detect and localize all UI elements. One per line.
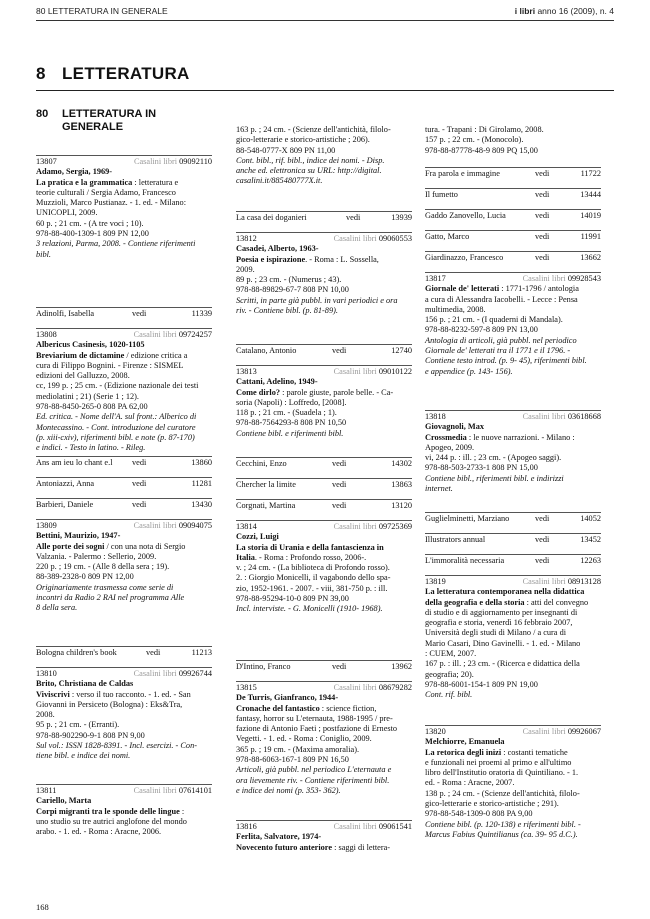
cross-reference: Barbieri, Daniele vedi 13430 xyxy=(36,498,212,519)
cross-reference: Adinolfi, Isabella vedi 11339 xyxy=(36,307,212,328)
chapter-title: LETTERATURA xyxy=(62,64,190,83)
cross-reference: Giardinazzo, Francesco vedi 13662 xyxy=(425,251,601,272)
entry-13815: 13815 Casalini libri 08679282 De Turris, Gianfranco, 1944- Cronache del fantastico : science fiction, fantasy, horror su L'eternauta, 1988-1995 / pre- fazione di Antonio Faeti ; postfazione di Ernesto Vegetti. - 1. ed. - Roma : Coniglio, 2009. 365 p. ; 19 cm. - (Maxima amoralia). 978-88-6063-167-1 809 PN 16,50 Articoli, già pubbl. nel periodico L'eternauta e ora lievemente riv. - Contiene riferimenti bibl. e indice dei nomi (p. 353- 362). xyxy=(236,681,412,820)
cross-reference: Antoniazzi, Anna vedi 11281 xyxy=(36,477,212,498)
chapter-heading xyxy=(36,64,190,84)
entry-13810: 13810 Casalini libri 09926744 Brito, Christiana de Caldas Viviscrivi : verso il tuo racconto. - 1. ed. - San Giovanni in Persiceto (Bologna) : Eks&Tra, 2008. 95 p. ; 21 cm. - (Erranti). 978-88-902290-9-1 808 PN 9,00 Sul vol.: ISSN 1828-8391. - Incl. esercizi. - Con- tiene bibl. e indice dei nomi. xyxy=(36,667,212,784)
cross-reference: L'immoralità necessaria vedi 12263 xyxy=(425,554,601,575)
cross-reference: Corgnati, Martina vedi 13120 xyxy=(236,499,412,520)
column-2 xyxy=(236,124,412,862)
header-rule xyxy=(36,20,614,21)
entry-13814: 13814 Casalini libri 09725369 Cozzi, Luigi La storia di Urania e della fantascienza in Italia. - Roma : Profondo rosso, 2006-. v. ; 24 cm. - (La biblioteca di Profondo rosso). 2. : Giorgio Monicelli, il vagabondo dello spa- zio, 1952-1961. - 2007. - viii, 381-750 p. : ill. 978-88-95294-10-0 809 PN 39,00 Incl. interviste. - G. Monicelli (1910- 1968). xyxy=(236,520,412,660)
chapter-rule xyxy=(36,90,614,91)
entry-13820: 13820 Casalini libri 09926067 Melchiorre, Emanuela La retorica degli inizi : costanti tematiche e funzionali nei proemi al primo e all'ultimo libro dell'Institutio oratoria di Quintiliano. - 1. ed. - Roma : Aracne, 2007. 138 p. ; 24 cm. - (Scienze dell'antichità, filolo- gico-letterarie e storico-artistiche ; 291). 978-88-548-1309-0 808 PA 9,00 Contiene bibl. (p. 120-138) e riferimenti bibl. - Marcus Fabius Quintilianus (ca. 39- 95 d.C.). xyxy=(425,725,601,845)
entry-id: 13807 xyxy=(36,157,57,166)
entry-continued: 163 p. ; 24 cm. - (Scienze dell'antichità, filolo- gico-letterarie e storico-artistiche ; 206). 88-548-0777-X 809 PN 11,00 Cont. bibl., rif. bibl., indice dei nomi. - Disp. anche ed. elettronica su URL: http://digital. casalini.it/885480777X.it. xyxy=(236,125,391,186)
section-heading xyxy=(36,108,212,155)
cross-reference: Il fumetto vedi 13444 xyxy=(425,188,601,209)
cross-reference: Catalano, Antonio vedi 12740 xyxy=(236,344,412,365)
entry-isbn: 978-88-400-1309-1 809 PN 12,00 xyxy=(36,229,149,239)
journal-issue: anno 16 (2009), n. 4 xyxy=(537,6,614,16)
cross-reference: Illustrators annual vedi 13452 xyxy=(425,533,601,554)
entry-13809: 13809 Casalini libri 09094075 Bettini, Maurizio, 1947- Alle porte dei sogni / con una nota di Sergio Valzania. - Palermo : Sellerio, 2009. 220 p. ; 19 cm. - (Alle 8 della sera ; 19). 88-389-2328-0 809 PN 12,00 Originariamente trasmessa come serie di incontri da Radio 2 RAI nel programma Alle 8 della sera. xyxy=(36,519,212,646)
entry-13811: 13811 Casalini libri 07614101 Cariello, Marta Corpi migranti tra le sponde delle lingue : uno studio su tre autrici anglofone del mondo arabo. - 1. ed. - Roma : Aracne, 2006. xyxy=(36,784,212,846)
cross-reference: Gatto, Marco vedi 11991 xyxy=(425,230,601,251)
cross-reference: La casa dei doganieri vedi 13939 xyxy=(236,211,412,232)
running-header xyxy=(36,6,614,20)
entry-13818: 13818 Casalini libri 03618668 Giovagnoli, Max Crossmedia : le nuove narrazioni. - Milano : Apogeo, 2009. vi, 244 p. : ill. ; 23 cm. - (Apogeo saggi). 978-88-503-2733-1 808 PN 15,00 Contiene bibl., riferimenti bibl. e indirizzi internet. xyxy=(425,410,601,512)
entry-note: 3 relazioni, Parma, 2008. - Contiene riferimenti xyxy=(36,239,196,249)
running-header-left: 80 LETTERATURA IN GENERALE xyxy=(36,6,168,16)
entry-13807: 13807 Casalini libri 09092110 Adamo, Sergia, 1969- La pratica e la grammatica : letteratura e teorie culturali / Sergia Adamo, Francesco Muzzioli, Marco Pustianaz. - 1. ed. - Milano: UNICOPLI, 2009. 60 p. ; 21 cm. - (A tre voci ; 10). 978-88-400-1309-1 809 PN 12,00 3 relazioni, Parma, 2008. - Contiene riferimenti bibl. xyxy=(36,155,212,307)
cross-reference: D'Intino, Franco vedi 13962 xyxy=(236,660,412,681)
entry-13813: 13813 Casalini libri 09010122 Cattani, Adelino, 1949- Come dirlo? : parole giuste, parole belle. - Ca- soria (Napoli) : Loffredo, [2008]. 118 p. ; 21 cm. - (Suadela ; 1). 978-88-7564293-8 808 PN 10,50 Contiene bibl. e riferimenti bibl. xyxy=(236,365,412,457)
entry-13812: 13812 Casalini libri 09060553 Casadei, Alberto, 1963- Poesia e ispirazione. - Roma : L. Sossella, 2009. 89 p. ; 23 cm. - (Numerus ; 43). 978-88-89829-67-7 808 PN 10,00 Scritti, in parte già pubbl. in vari periodici e ora riv. - Contiene bibl. (p. 81-89). xyxy=(236,232,412,344)
cross-reference: Ans am ieu lo chant e.l vedi 13860 xyxy=(36,456,212,477)
cross-reference: Fra parola e immagine vedi 11722 xyxy=(425,167,601,188)
cross-reference: Gaddo Zanovello, Lucia vedi 14019 xyxy=(425,209,601,230)
entry-author: Adamo, Sergia, 1969- xyxy=(36,167,113,177)
entry-continued: tura. - Trapani : Di Girolamo, 2008. 157 p. ; 22 cm. - (Monocolo). 978-88-87778-48-9 809 PQ 15,00 xyxy=(425,125,544,155)
chapter-number: 8 xyxy=(36,64,46,83)
casalini-label: Casalini libri xyxy=(133,157,178,166)
section-title: LETTERATURA IN GENERALE xyxy=(62,108,157,133)
casalini-code: 09092110 xyxy=(179,157,212,166)
entry-title: La pratica e la grammatica xyxy=(36,177,133,187)
column-3 xyxy=(425,124,601,845)
cross-reference: Bologna children's book vedi 11213 xyxy=(36,646,212,667)
cross-reference: Guglielminetti, Marziano vedi 14052 xyxy=(425,512,601,533)
cross-reference: Chercher la limite vedi 13863 xyxy=(236,478,412,499)
page-number: 168 xyxy=(36,902,49,912)
entry-13817: 13817 Casalini libri 09928543 Giornale de' letterati : 1771-1796 / antologia a cura di Alessandra Iacobelli. - Lecce : Pensa multimedia, 2008. 156 p. ; 21 cm. - (I quaderni di Mandala). 978-88-8232-597-8 809 PN 13,00 Antologia di articoli, già pubbl. nel periodico Giornale de' letterati tra il 1771 e il 1796. - Contiene testo introd. (p. 9- 45), riferimenti bibl. e appendice (p. 143- 156). xyxy=(425,272,601,410)
running-header-right xyxy=(515,6,614,16)
section-number: 80 xyxy=(36,108,49,120)
entry-13816: 13816 Casalini libri 09061541 Ferlita, Salvatore, 1974- Novecento futuro anteriore : saggi di lettera- xyxy=(236,820,412,862)
entry-13808: 13808 Casalini libri 09724257 Albericus Casinesis, 1020-1105 Breviarium de dictamine / edizione critica a cura di Filippo Bognini. - Firenze : SISMEL edizioni del Galluzzo, 2008. cc, 199 p. ; 25 cm. - (Edizione nazionale dei testi mediolatini ; 21) (Serie 1 ; 12). 978-88-8450-265-0 808 PA 62,00 Ed. critica. - Nome dell'A. sul front.: Alberico di Montecassino. - Cont. introduzione del curatore (p. xiii-cxiv), riferimenti bibl. e note (p. 87-170) e indici. - Testo in latino. - Rileg. xyxy=(36,328,212,456)
cross-reference: Cecchini, Enzo vedi 14302 xyxy=(236,457,412,478)
journal-name: i libri xyxy=(514,6,536,16)
column-1 xyxy=(36,108,212,846)
entry-13819: 13819 Casalini libri 08913128 La letteratura contemporanea nella didattica della geografia e della storia : atti del convegno di studio e di aggiornamento per insegnanti di geografia e storia, venerdì 16 febbraio 2007, Università degli studi di Milano / a cura di Mario Casari, Dino Gavinelli. - 1. ed. - Milano : CUEM, 2007. 167 p. : ill. ; 23 cm. - (Ricerca e didattica della geografia; 20). 978-88-6001-154-1 809 PN 19,00 Cont. rif. bibl. xyxy=(425,575,601,725)
